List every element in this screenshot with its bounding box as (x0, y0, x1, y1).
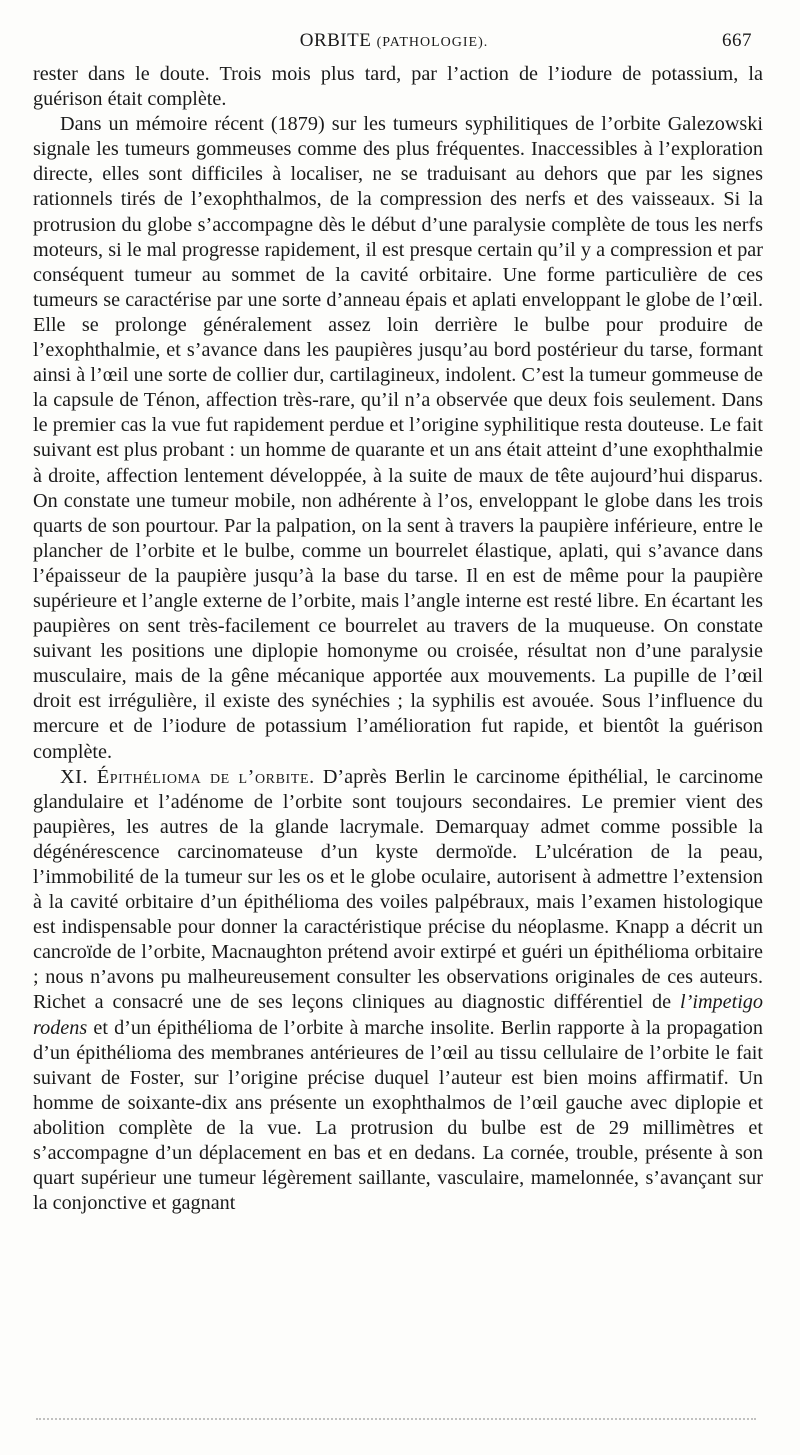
footer-scan-marks (36, 1418, 756, 1424)
running-head-subtitle: (PATHOLOGIE). (376, 35, 489, 50)
paragraph-epithelioma-text-a: D’après Berlin le carcinome épithélial, le carcinome glandulaire et l’adénome de l’orbite sont toujours secondaires. Le premier vient des paupières, les autres de la glande lacrymale. Demarquay admet comme possible la dégénérescence carcinomateuse d’un kyste dermoïde. L’ulcération de la peau, l’immobilité de la tumeur sur les os et le globe oculaire, autorisent à admettre l’extension à la cavité orbitaire d’un épithélioma des voiles palpébraux, mais l’examen histologique est indispensable pour donner la caractéristique précise du néoplasme. Knapp a décrit un cancroïde de l’orbite, Macnaughton prétend avoir extirpé et guéri un épithélioma orbitaire ; nous n’avons pu malheureusement consulter les observations originales de ces auteurs. Richet a consacré une de ses leçons cliniques au diagnostic différentiel de (33, 765, 763, 1014)
paragraph-epithelioma-text-b: et d’un épithélioma de l’orbite à marche insolite. Berlin rapporte à la propagation d’un épithélioma des membranes antérieures de l’œil au tissu cellulaire de l’orbite le fait suivant de Foster, sur l’origine précise duquel l’auteur est bien moins affirmatif. Un homme de soixante-dix ans présente un exophthalmos de l’œil gauche avec diplopie et abolition complète de la vue. La protrusion du bulbe est de 29 millimètres et s’accompagne d’un déplacement en bas et en dedans. La cornée, trouble, présente à son quart supérieur une tumeur légèrement saillante, vasculaire, mamelonnée, s’avançant sur la conjonctive et gagnant (33, 1016, 763, 1215)
paragraph-continuation: rester dans le doute. Trois mois plus tard, par l’action de l’iodure de potassium, la guérison était complète. (33, 63, 763, 111)
italic-term: l’impetigo rodens (33, 991, 763, 1039)
running-head-title: ORBITE (299, 30, 372, 51)
page-number: 667 (722, 30, 752, 51)
section-heading: XI. Épithélioma de l’orbite. (60, 765, 315, 788)
paragraph-epithelioma (33, 765, 763, 1217)
body-text (33, 62, 763, 1216)
running-head (36, 30, 752, 52)
paragraph-syphilitic-tumors: Dans un mémoire récent (1879) sur les tumeurs syphilitiques de l’orbite Galezowski signale les tumeurs gommeuses comme des plus fréquentes. Inaccessibles à l’exploration directe, elles sont difficiles à localiser, ne se traduisant au dehors que par les signes rationnels tirés de l’exophthalmos, de la compression des nerfs et des vaisseaux. Si la protrusion du globe s’accompagne dès le début d’une paralysie complète de tous les nerfs moteurs, si le mal progresse rapidement, il est presque certain qu’il y a compression et par conséquent tumeur au sommet de la cavité orbitaire. Une forme particulière de ces tumeurs se caractérise par une sorte d’anneau épais et aplati enveloppant le globe de l’œil. Elle se prolonge généralement assez loin derrière le bulbe pour produire de l’exophthalmie, et s’avance dans les paupières jusqu’au bord postérieur du tarse, formant ainsi à l’œil une sorte de collier dur, cartilagineux, indolent. C’est la tumeur gommeuse de la capsule de Ténon, affection très-rare, qu’il n’a observée que deux fois seulement. Dans le premier cas la vue fut rapidement perdue et l’origine syphilitique resta douteuse. Le fait suivant est plus probant : un homme de quarante et un ans était atteint d’une exophthalmie à droite, affection lentement développée, à la suite de maux de tête aujourd’hui disparus. On constate une tumeur mobile, non adhérente à l’os, enveloppant le globe dans les trois quarts de son pourtour. Par la palpation, on la sent à travers la paupière inférieure, entre le plancher de l’orbite et le bulbe, comme un bourrelet élastique, aplati, qui s’avance dans l’épaisseur de la paupière jusqu’à la base du tarse. Il en est de même pour la paupière supérieure et l’angle externe de l’orbite, mais l’angle interne est resté libre. En écartant les paupières on sent très-facilement ce bourrelet au travers de la muqueuse. On constate suivant les positions une diplopie homonyme ou croisée, résultat non d’une paralysie musculaire, mais de la gêne mécanique apportée aux mouvements. La pupille de l’œil droit est irrégulière, il existe des synéchies ; la syphilis est avouée. Sous l’influence du mercure et de l’iodure de potassium l’amélioration fut rapide, et bientôt la guérison complète. (33, 113, 763, 763)
page-header (36, 30, 752, 58)
